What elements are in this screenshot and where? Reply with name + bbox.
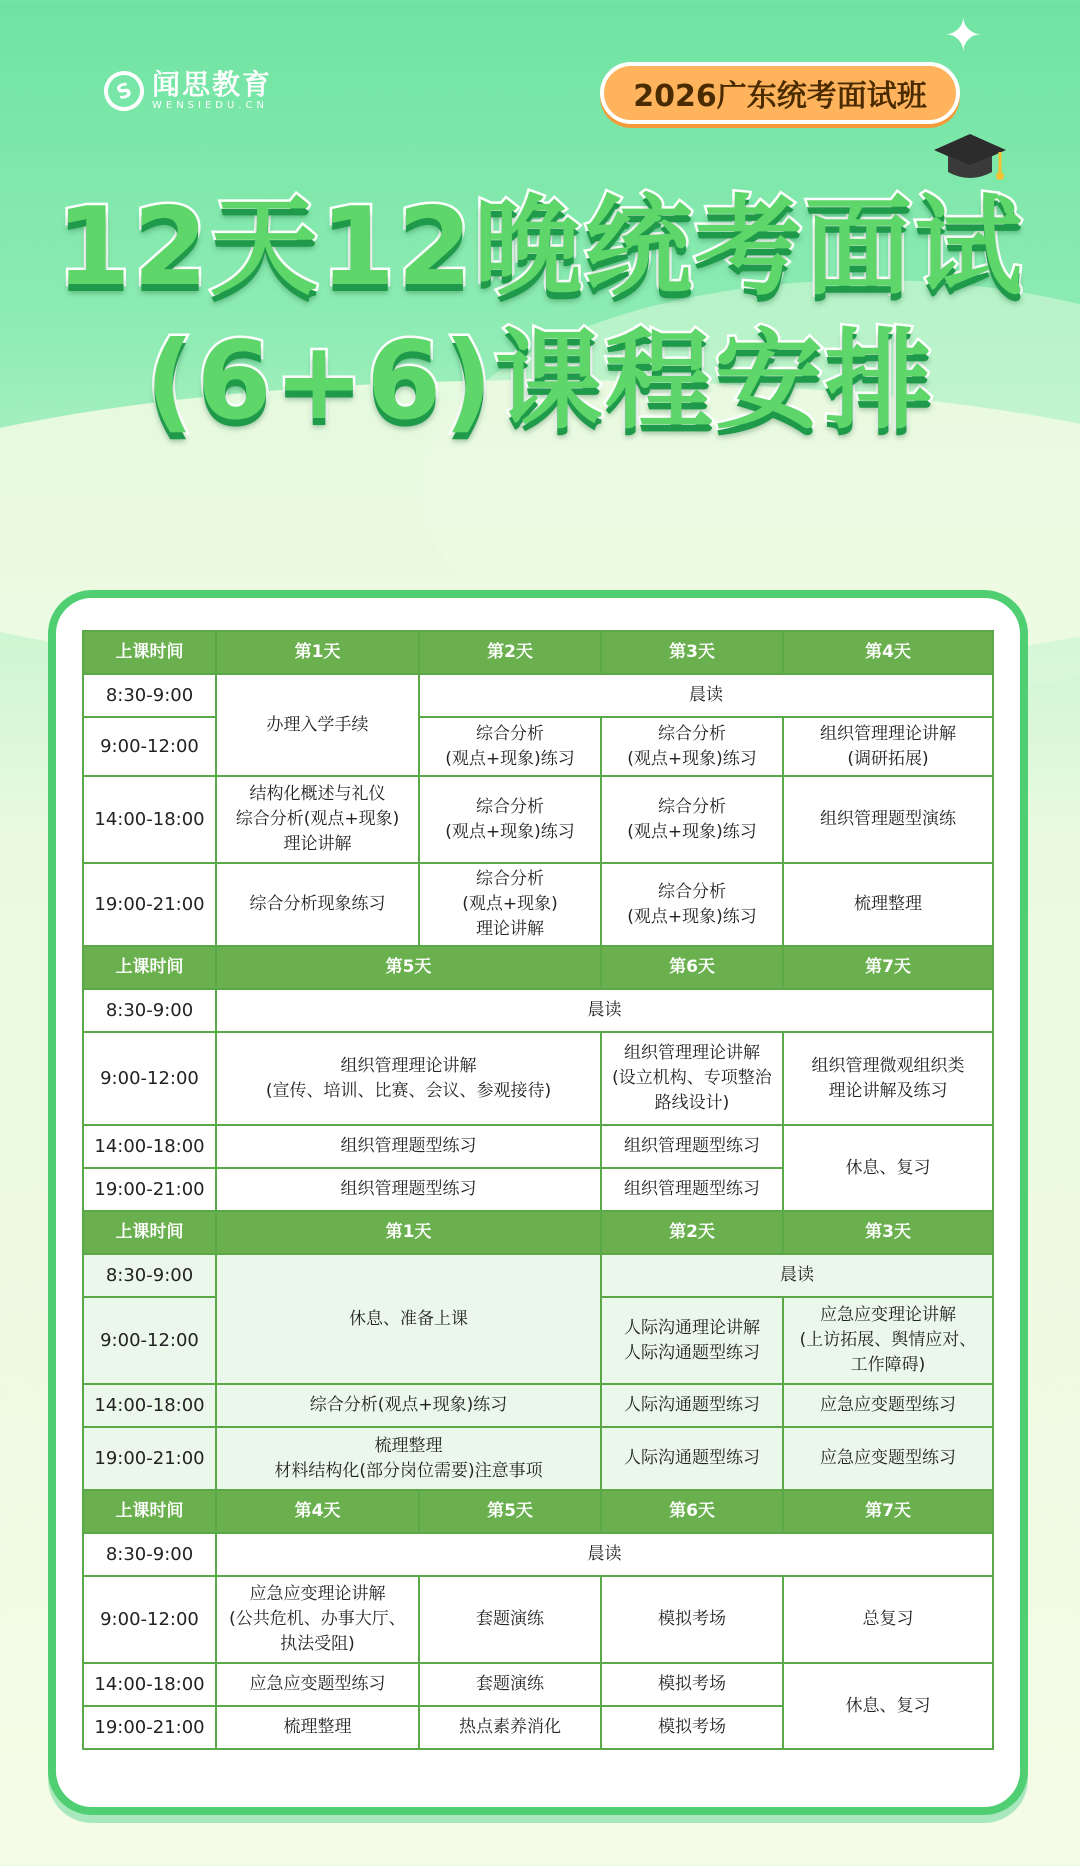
schedule-cell: 应急应变理论讲解 (上访拓展、舆情应对、 工作障碍) xyxy=(783,1297,993,1384)
schedule-cell: 热点素养消化 xyxy=(419,1706,601,1749)
time-header: 上课时间 xyxy=(83,1211,216,1254)
schedule-cell: 组织管理题型练习 xyxy=(216,1168,601,1211)
time-cell: 19:00-21:00 xyxy=(83,1168,216,1211)
header xyxy=(0,0,1080,520)
day-header: 第5天 xyxy=(216,946,601,989)
time-cell: 14:00-18:00 xyxy=(83,1663,216,1706)
schedule-cell: 组织管理微观组织类 理论讲解及练习 xyxy=(783,1032,993,1125)
day-header: 第1天 xyxy=(216,631,419,674)
time-cell: 14:00-18:00 xyxy=(83,1125,216,1168)
time-cell: 8:30-9:00 xyxy=(83,989,216,1032)
sub-title: (6+6)课程安排 xyxy=(145,319,935,444)
day-header: 第4天 xyxy=(783,631,993,674)
schedule-cell: 休息、复习 xyxy=(783,1663,993,1749)
table-header-row xyxy=(83,946,993,989)
time-cell: 9:00-12:00 xyxy=(83,1297,216,1384)
table-row xyxy=(83,1427,993,1490)
time-cell: 19:00-21:00 xyxy=(83,1706,216,1749)
day-header: 第7天 xyxy=(783,946,993,989)
schedule-table-wrap xyxy=(82,630,992,1750)
graduation-cap-icon xyxy=(930,128,1008,188)
schedule-cell: 晨读 xyxy=(216,1533,993,1576)
schedule-cell: 综合分析 (观点+现象) 理论讲解 xyxy=(419,863,601,946)
schedule-table xyxy=(82,630,994,1750)
schedule-cell: 综合分析 (观点+现象)练习 xyxy=(419,776,601,863)
table-row xyxy=(83,1125,993,1168)
time-cell: 9:00-12:00 xyxy=(83,1032,216,1125)
table-row xyxy=(83,989,993,1032)
day-header: 第2天 xyxy=(601,1211,783,1254)
schedule-cell: 梳理整理 材料结构化(部分岗位需要)注意事项 xyxy=(216,1427,601,1490)
table-row xyxy=(83,1533,993,1576)
day-header: 第3天 xyxy=(783,1211,993,1254)
schedule-cell: 梳理整理 xyxy=(783,863,993,946)
schedule-cell: 总复习 xyxy=(783,1576,993,1663)
schedule-cell: 休息、准备上课 xyxy=(216,1254,601,1384)
schedule-cell: 组织管理题型演练 xyxy=(783,776,993,863)
table-row xyxy=(83,1384,993,1427)
day-header: 第3天 xyxy=(601,631,783,674)
schedule-cell: 办理入学手续 xyxy=(216,674,419,776)
schedule-cell: 综合分析 (观点+现象)练习 xyxy=(601,717,783,776)
table-row xyxy=(83,1663,993,1706)
schedule-cell: 晨读 xyxy=(419,674,993,717)
schedule-cell: 套题演练 xyxy=(419,1663,601,1706)
table-row xyxy=(83,1576,993,1663)
day-header: 第1天 xyxy=(216,1211,601,1254)
schedule-cell: 模拟考场 xyxy=(601,1706,783,1749)
time-cell: 14:00-18:00 xyxy=(83,776,216,863)
time-header: 上课时间 xyxy=(83,946,216,989)
table-header-row xyxy=(83,1490,993,1533)
schedule-cell: 组织管理题型练习 xyxy=(601,1168,783,1211)
schedule-cell: 综合分析 (观点+现象)练习 xyxy=(601,863,783,946)
time-cell: 8:30-9:00 xyxy=(83,1254,216,1297)
table-header-row xyxy=(83,631,993,674)
schedule-cell: 晨读 xyxy=(216,989,993,1032)
main-title: 12天12晚统考面试 xyxy=(55,185,1025,310)
table-row xyxy=(83,776,993,863)
time-header: 上课时间 xyxy=(83,631,216,674)
schedule-cell: 休息、复习 xyxy=(783,1125,993,1211)
schedule-cell: 套题演练 xyxy=(419,1576,601,1663)
table-row xyxy=(83,863,993,946)
schedule-cell: 人际沟通题型练习 xyxy=(601,1384,783,1427)
schedule-cell: 组织管理理论讲解 (宣传、培训、比赛、会议、参观接待) xyxy=(216,1032,601,1125)
time-header: 上课时间 xyxy=(83,1490,216,1533)
schedule-cell: 应急应变题型练习 xyxy=(783,1427,993,1490)
time-cell: 8:30-9:00 xyxy=(83,1533,216,1576)
brand-name: 闻思教育 xyxy=(152,68,273,101)
schedule-cell: 应急应变理论讲解 (公共危机、办事大厅、 执法受阻) xyxy=(216,1576,419,1663)
schedule-cell: 应急应变题型练习 xyxy=(783,1384,993,1427)
table-row xyxy=(83,674,993,717)
schedule-cell: 模拟考场 xyxy=(601,1663,783,1706)
schedule-cell: 晨读 xyxy=(601,1254,993,1297)
brand-domain: WENSIEDU.CN xyxy=(152,100,268,111)
schedule-cell: 应急应变题型练习 xyxy=(216,1663,419,1706)
time-cell: 19:00-21:00 xyxy=(83,1427,216,1490)
time-cell: 9:00-12:00 xyxy=(83,717,216,776)
table-row xyxy=(83,1254,993,1297)
schedule-cell: 梳理整理 xyxy=(216,1706,419,1749)
schedule-cell: 组织管理题型练习 xyxy=(216,1125,601,1168)
day-header: 第2天 xyxy=(419,631,601,674)
table-header-row xyxy=(83,1211,993,1254)
schedule-cell: 综合分析现象练习 xyxy=(216,863,419,946)
brand-logo[interactable] xyxy=(104,70,272,112)
day-header: 第6天 xyxy=(601,1490,783,1533)
time-cell: 14:00-18:00 xyxy=(83,1384,216,1427)
schedule-cell: 综合分析(观点+现象)练习 xyxy=(216,1384,601,1427)
day-header: 第5天 xyxy=(419,1490,601,1533)
schedule-cell: 人际沟通题型练习 xyxy=(601,1427,783,1490)
time-cell: 8:30-9:00 xyxy=(83,674,216,717)
sparkle-icon: ✦ xyxy=(944,8,983,62)
day-header: 第4天 xyxy=(216,1490,419,1533)
class-tag: 2026广东统考面试班 xyxy=(600,62,960,124)
schedule-cell: 人际沟通理论讲解 人际沟通题型练习 xyxy=(601,1297,783,1384)
time-cell: 9:00-12:00 xyxy=(83,1576,216,1663)
schedule-cell: 结构化概述与礼仪 综合分析(观点+现象) 理论讲解 xyxy=(216,776,419,863)
schedule-cell: 综合分析 (观点+现象)练习 xyxy=(601,776,783,863)
day-header: 第6天 xyxy=(601,946,783,989)
schedule-cell: 组织管理理论讲解 (调研拓展) xyxy=(783,717,993,776)
schedule-cell: 综合分析 (观点+现象)练习 xyxy=(419,717,601,776)
table-row xyxy=(83,1032,993,1125)
logo-mark-icon: S xyxy=(98,65,149,116)
schedule-cell: 组织管理题型练习 xyxy=(601,1125,783,1168)
day-header: 第7天 xyxy=(783,1490,993,1533)
schedule-cell: 模拟考场 xyxy=(601,1576,783,1663)
schedule-cell: 组织管理理论讲解 (设立机构、专项整治 路线设计) xyxy=(601,1032,783,1125)
time-cell: 19:00-21:00 xyxy=(83,863,216,946)
